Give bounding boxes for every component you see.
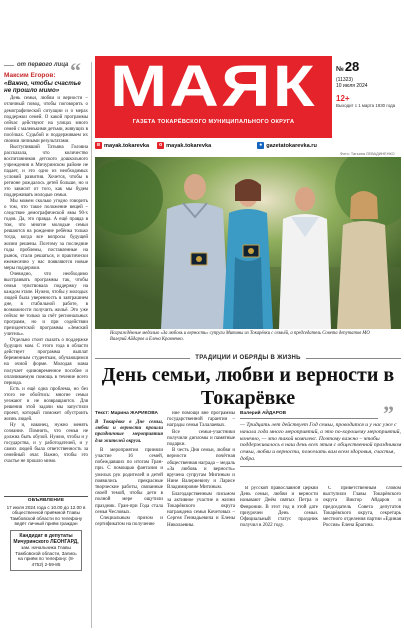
article-paragraph: ние помощи вне программы государственной гарантии – награды семья Талалаевых. — [167, 411, 235, 429]
masthead-tagline: ГАЗЕТА ТОКАРЁВСКОГО МУНИЦИПАЛЬНОГО ОКРУГА — [132, 119, 295, 125]
announcement-name: Кандидат в депутаты Мичуринского ЛЕОНГАРД, — [13, 532, 79, 545]
announcement-title: ОБЪЯВЛЕНИЕ — [27, 498, 65, 503]
family-photo — [95, 157, 401, 329]
article-headline: День семьи, любви и верности в Токарёвке — [101, 364, 395, 409]
quote-author: Валерий АЙДАРОВ — [240, 411, 378, 419]
link-site[interactable]: ● gazetatokarevka.ru — [259, 142, 317, 149]
article-paragraph: В честь Дня семьи, любви и верности почётная общественная награда – медаль «За любовь и верность» вручена супругам Мигиным и Нине Валериевичу и Ларисе Владимировне Митиным. — [167, 448, 235, 491]
article-paragraph: Благодарственным письмом за активное участие в жизни Токарёвского округа награждена семья Кочетовых – Сергея Геннадьевича и Елены Николаевны. — [167, 491, 235, 528]
article-column-1 — [95, 411, 163, 628]
newspaper-logo: МАЯК — [110, 56, 317, 119]
article-paragraph: В русской православной церкви День семьи, любви и верности называют Днём святых Петра и Февронии. В этот год в этой дате приурочен День семьи. Официальный статус праздник получил в 2022 году. — [240, 486, 318, 529]
left-paragraph: Отдельно стоит сказать о поддержке будущих мам. С этого года в области действует программа выплат беременным студенткам, обучающимся на очной форме. Молодая мама получает единовременное пособие и оплачиваемую помощь в течение всего периода. — [4, 338, 88, 386]
announcement-line: зам. начальника Главы Тамбовской области, Запись на приём по телефону: (8-4752) 2-59-85 — [15, 545, 77, 567]
photo-credit: Фото: Татьяна ЛЕВАДИНЕНКО — [340, 152, 395, 156]
left-paragraph: Мы можем сколько угодно говорить о том, что такое положение вещей – следствие демографической ямы 90-х годов. Да, это правда. А ещё правда в том, что многие молодые семьи решаются на рождение ребёнка только тогда, когда все вопросы будущей жизни решены. Поэтому за последние годы проблемы, поставленные на рынок, стали решаться, и практически ежемесячно у нас появляются новые меры поддержки. — [4, 199, 88, 271]
ok-icon: о — [159, 142, 163, 148]
left-paragraph: Очевидно, что необходимо выстраивать программы так, чтобы семья чувствовала поддержку на каждом этапе. Нужно, чтобы у молодых людей была уверенность в завтрашнем дне, в стабильной работе, в возможности получить жильё. Это уже сейчас не только за счёт региональных программ, но и при содействии президентской программы «Земский учитель». — [4, 271, 88, 338]
announcement-frame — [10, 530, 82, 571]
masthead — [95, 56, 332, 138]
quote-block — [240, 411, 402, 467]
left-subhead: «Важно, чтобы счастье не прошло мимо» — [4, 80, 81, 95]
left-paragraph: День семьи, любви и верности – отличный повод, чтобы поговорить о демографической ситуации и о мерах поддержки семей. О какой программы сейчас действуют на улицах много семей с маленькими детьми, живущих в посёлках. Судьбой и поддерживаем их своими личными результатами. — [4, 96, 88, 144]
left-rubric: от первого лица — [4, 62, 88, 68]
article-column-4 — [323, 486, 401, 628]
age-rating: 12+ — [336, 94, 350, 103]
article-lead: В Токарёвке в Дне семьи, любви и верности прошли праздничные мероприятия для жителей округа. — [95, 420, 163, 444]
quote-mark-icon: ” — [383, 401, 394, 426]
announcement-line: 17 июля 2024 года с 10.00 до 12.00 в общественной приёмной Главы Тамбовской области по телефону ведёт личный приём граждан — [6, 504, 86, 527]
founded-note: Выходит с 1 марта 1930 года — [336, 103, 396, 108]
quote-mark-icon: “ — [70, 62, 81, 83]
social-links — [95, 140, 400, 151]
issue-total: (11323) — [336, 77, 353, 83]
photo-illustration — [95, 157, 401, 329]
left-headline: Максим Егоров: — [4, 72, 56, 79]
article-rubric: ТРАДИЦИИ И ОБРЯДЫ В ЖИЗНЬ — [95, 355, 401, 361]
photo-caption: Награждённые медалью «За любовь и верность» супруги Митины из Токарёвки с семьёй, а председатель Совета депутатов МО Валерий Айдаров и Елена Кравченко. — [110, 331, 370, 342]
left-column — [4, 62, 88, 628]
globe-icon: ● — [259, 142, 263, 148]
link-vk[interactable]: в mayak.tokarevka — [96, 142, 150, 149]
issue-date: 10 июля 2024 — [336, 83, 368, 89]
article-column-3 — [240, 486, 318, 628]
left-paragraph: Ну и, наконец, нужно менять сознание. Помнить, что семья не должна быть обузой. Нужно, чтобы и у государства, и у работодателей, и у самих людей была ответственность за семейный очаг. Важно, чтобы это счастье не прошло мимо. — [4, 422, 88, 465]
article-column-2 — [167, 411, 235, 628]
issue-number: №28 — [336, 59, 360, 74]
article-paragraph: Все семьи-участники получили дипломы и памятные подарки. — [167, 429, 235, 448]
quote-text: — Тридцать лет действует Год семьи, проводится и у нас уже с начала года много мероприятий, а это по-хорошему мероприятий, конечно, — это такой комплекс. Поэтому важно – чтобы поддерживалось в наш день всех этим с общественной праздником семьи, любви и верности, пожелать вам всем здоровья, счастья, добра. — [240, 422, 402, 462]
article-paragraph: В мероприятии приняли участие 16 семей, побеждавших по итогам Гран-при. С помощью фантазии и умелых рук родителей и детей появились прекрасные творческие работы, связанные своей темой, чтобы дети в полной мере ощутили праздник. Гран-при Года стала семья Чесловых. — [95, 447, 163, 515]
vk-icon: в — [96, 142, 101, 148]
article-paragraph: С приветственным словом выступили Главы Токарёвского округа Виктор Айдаров и председатель Совета депутатов Токарёвского округа, секретарь местного отделения партии «Единая Россия» Елена Брагина. — [323, 486, 401, 529]
article-paragraph: Специальным призом и сертификатом на получение — [95, 516, 163, 528]
announcement-box — [4, 496, 88, 571]
link-ok[interactable]: о mayak.tokarevka — [159, 142, 212, 149]
issue-info — [336, 60, 402, 108]
left-body — [4, 96, 88, 465]
left-paragraph: Выступивший Татьяна Головна рассказала, что количество воспитанников детского дошкольного учреждения в Мичуринском районе не падает, и это одно из необходимых условий развития. Хочется, чтобы в регионе рождалось детей больше, но и это зависит от того, как мы будем поддерживать молодые семьи. — [4, 144, 88, 199]
column-divider — [91, 62, 92, 628]
left-paragraph: Есть и ещё одна проблема, но без этого не обойтись: многие семьи уезжают и не возвращаются. Для решения этой задачи мы запустили проект, который поможет обустроить жизнь людей. — [4, 386, 88, 422]
article-author: Текст: Марина ЖАРИКОВА — [95, 411, 158, 416]
